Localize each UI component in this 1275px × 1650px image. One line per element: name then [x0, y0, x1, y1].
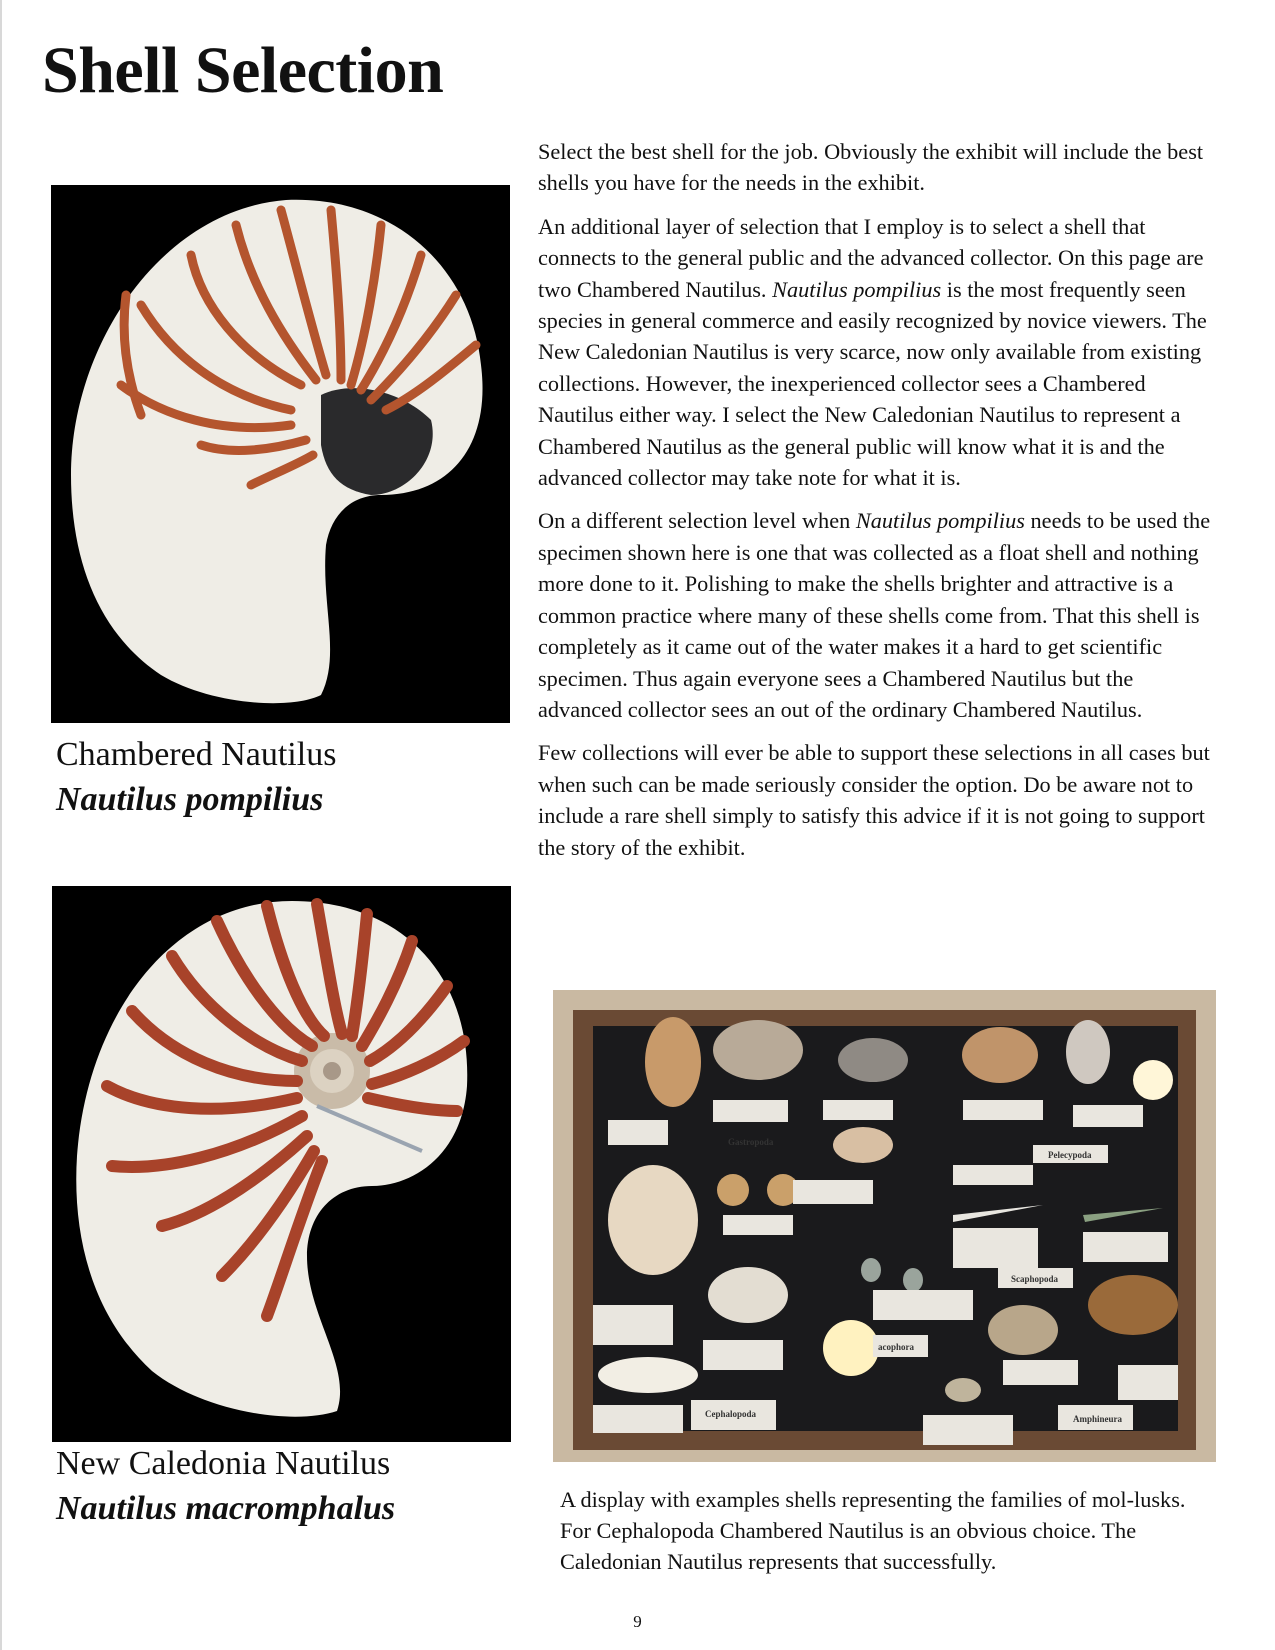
new-caledonia-nautilus-caption	[56, 1441, 395, 1531]
display-label-scaphopoda: Scaphopoda	[1011, 1274, 1059, 1284]
chambered-nautilus-common-name: Chambered Nautilus	[56, 736, 337, 773]
display-label-amphineura: Amphineura	[1073, 1414, 1123, 1424]
paragraph-2-species: Nautilus pompilius	[772, 276, 942, 302]
new-caledonia-nautilus-shell-image	[52, 886, 511, 1442]
paragraph-2	[538, 211, 1218, 494]
paragraph-4: Few collections will ever be able to support these selections in all cases but when such can be made seriously consider the option. Do be aware not to include a rare shell simply to satisfy this advice if it is not going to support the story of the exhibit.	[538, 740, 1210, 860]
article-body	[538, 136, 1218, 875]
display-label-cephalopoda: Cephalopoda	[705, 1409, 757, 1419]
page-number: 9	[633, 1612, 642, 1631]
chambered-nautilus-shell-image	[51, 185, 510, 723]
paragraph-3-species: Nautilus pompilius	[855, 508, 1025, 534]
display-case-image	[553, 990, 1216, 1462]
display-label-polyplacophora: acophora	[878, 1342, 914, 1352]
paragraph-1: Select the best shell for the job. Obviously the exhibit will include the best shells you have for the needs in the exhibit.	[538, 139, 1204, 196]
display-label-pelecypoda: Pelecypoda	[1048, 1150, 1092, 1160]
new-caledonia-nautilus-common-name: New Caledonia Nautilus	[56, 1445, 391, 1482]
display-case-caption: A display with examples shells representing the families of mol-lusks. For Cephalopoda Chambered Nautilus is an obvious choice. The Caledonian Nautilus represents that successfully.	[560, 1487, 1186, 1574]
chambered-nautilus-photo	[51, 185, 510, 723]
display-label-gastropoda: Gastropoda	[728, 1137, 774, 1147]
page-edge-line	[0, 0, 2, 1650]
page-title: Shell Selection	[42, 34, 444, 107]
paragraph-2-text-b: is the most frequently seen species in general commerce and easily recognized by novice viewers. The New Caledonian Nautilus is very scarce, now only available from existing collections. However, the inexperienced collector sees a Chambered Nautilus either way. I select the New Caledonian Nautilus to represent a Chambered Nautilus as the general public will know what it is and the advanced collector may take note for what it is.	[538, 276, 1207, 491]
paragraph-3-text-a: On a different selection level when	[538, 508, 856, 534]
paragraph-3-text-b: needs to be used the specimen shown here is one that was collected as a float shell and nothing more done to it. Polishing to make the shells brighter and attractive is a common practice where many of these shells come from. That this shell is completely as it came out of the water makes it a hard to get scientific specimen. Thus again everyone sees a Chambered Nautilus but the advanced collector sees an out of the ordinary Chambered Nautilus.	[538, 508, 1211, 722]
new-caledonia-nautilus-scientific-name: Nautilus macromphalus	[56, 1490, 396, 1527]
new-caledonia-nautilus-photo	[52, 886, 511, 1442]
paragraph-2-text-a: An additional layer of selection that I employ is to select a shell that connects to the general public and the advanced collector. On this page are two Chambered Nautilus.	[538, 213, 1204, 302]
paragraph-3	[538, 505, 1218, 725]
chambered-nautilus-scientific-name: Nautilus pompilius	[56, 781, 324, 818]
display-case-photo	[553, 990, 1216, 1462]
chambered-nautilus-caption	[56, 732, 336, 822]
